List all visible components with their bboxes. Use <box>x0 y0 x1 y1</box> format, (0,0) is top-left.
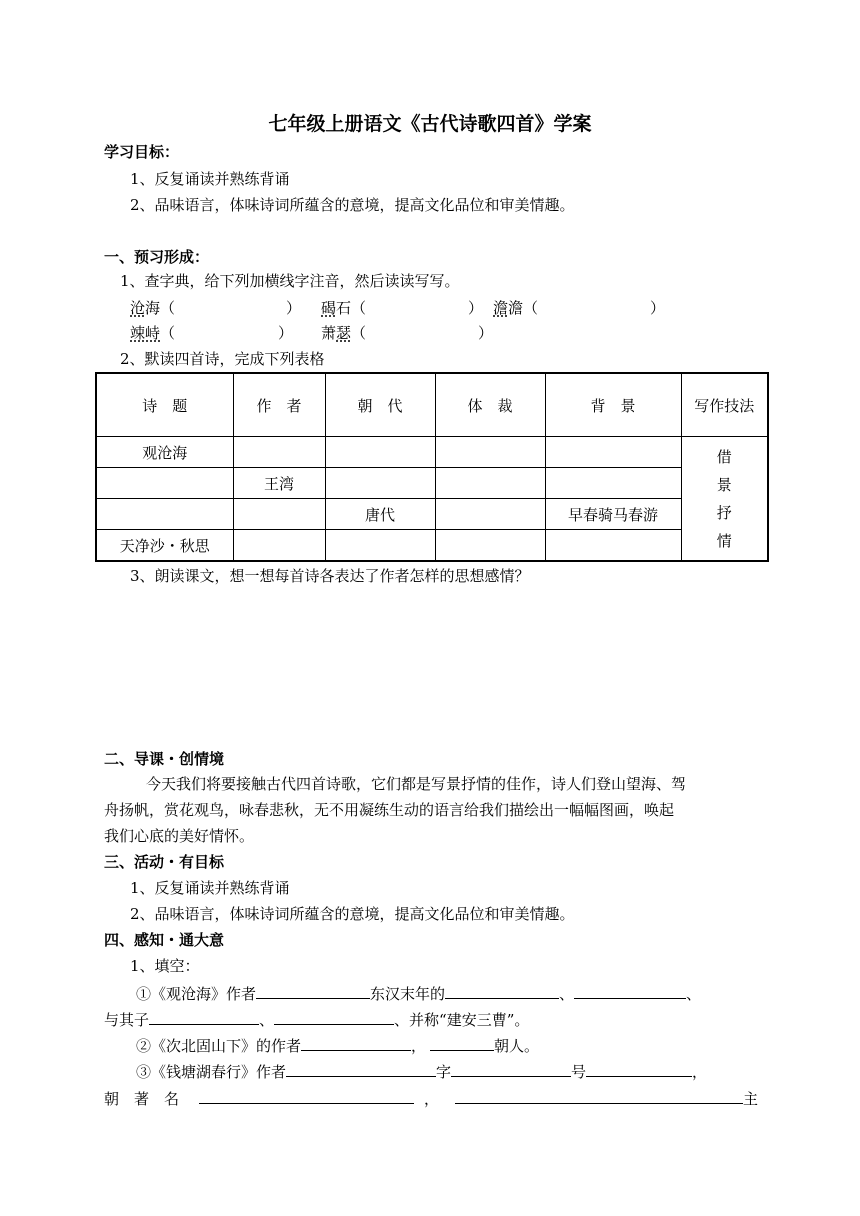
table-cell[interactable] <box>545 468 681 499</box>
fill-in-line <box>104 1087 758 1110</box>
fill-text: 主 <box>743 1090 759 1108</box>
table-header: 写作技法 <box>681 373 768 437</box>
underlined-char: 碣 <box>321 299 337 317</box>
fill-text: ①《观沧海》作者 <box>136 985 257 1003</box>
pinyin-word <box>493 297 538 319</box>
technique-char: 景 <box>716 475 732 494</box>
blank-field[interactable] <box>574 982 686 999</box>
fill-text: 与其子 <box>104 1011 150 1029</box>
section3-heading: 三、活动・有目标 <box>104 853 225 871</box>
word-pre: 萧 <box>321 324 337 342</box>
section4-heading: 四、感知・通大意 <box>104 931 225 949</box>
blank-field[interactable] <box>445 982 559 999</box>
technique-cell <box>681 437 768 562</box>
table-header: 背 景 <box>545 373 681 437</box>
table-cell[interactable]: 天净沙・秋思 <box>96 530 233 562</box>
fill-in-label: 1、填空： <box>130 957 200 975</box>
table-cell[interactable] <box>545 530 681 562</box>
table-cell[interactable] <box>435 468 545 499</box>
blank-field[interactable] <box>455 1087 743 1104</box>
pinyin-word <box>130 297 175 319</box>
section1-heading: 一、预习形成： <box>104 248 210 266</box>
section1-question-3: 3、朗读课文，想一想每首诗各表达了作者怎样的思想感情？ <box>130 567 530 585</box>
pinyin-close: ） <box>278 324 294 342</box>
section2-heading: 二、导课・创情境 <box>104 750 225 768</box>
blank-field[interactable] <box>149 1008 259 1025</box>
blank-field[interactable] <box>199 1087 414 1104</box>
blank-field[interactable] <box>301 1034 411 1051</box>
fill-text: 字 <box>436 1063 452 1081</box>
fill-in-line <box>136 1060 707 1083</box>
blank-field[interactable] <box>286 1060 436 1077</box>
fill-text: 朝 著 名 <box>104 1090 180 1108</box>
table-cell[interactable] <box>435 530 545 562</box>
word-rest: 石（ <box>336 299 367 317</box>
pinyin-close: ） <box>478 324 494 342</box>
technique-char: 借 <box>716 447 732 466</box>
table-cell[interactable] <box>435 499 545 530</box>
fill-in-line <box>136 1034 539 1057</box>
goal-item: 2、品味语言，体味诗词所蕴含的意境，提高文化品位和审美情趣。 <box>130 196 575 214</box>
fill-in-line <box>136 982 701 1005</box>
table-row <box>96 437 768 468</box>
fill-text: 、 <box>259 1011 275 1029</box>
technique-char: 情 <box>716 531 732 550</box>
word-rest: 海（ <box>145 299 176 317</box>
goal-item: 1、反复诵读并熟练背诵 <box>130 170 290 188</box>
table-cell[interactable] <box>233 499 325 530</box>
page-title: 七年级上册语文《古代诗歌四首》学案 <box>268 113 592 135</box>
underlined-char: 竦峙 <box>130 324 161 342</box>
goal-item: 2、品味语言，体味诗词所蕴含的意境，提高文化品位和审美情趣。 <box>130 905 575 923</box>
underlined-char: 沧 <box>130 299 146 317</box>
fill-text: 朝人。 <box>494 1037 540 1055</box>
fill-in-line <box>104 1008 529 1031</box>
blank-field[interactable] <box>451 1060 571 1077</box>
goal-item: 1、反复诵读并熟练背诵 <box>130 879 290 897</box>
table-header: 作 者 <box>233 373 325 437</box>
table-cell[interactable]: 早春骑马春游 <box>545 499 681 530</box>
technique-char: 抒 <box>716 503 732 522</box>
pinyin-close: ） <box>650 299 666 317</box>
table-header: 朝 代 <box>325 373 435 437</box>
fill-text: 、 <box>559 985 575 1003</box>
table-cell[interactable] <box>325 437 435 468</box>
paragraph-line: 我们心底的美好情怀。 <box>104 827 255 845</box>
table-header-row <box>96 373 768 437</box>
word-rest: 澹（ <box>508 299 539 317</box>
table-cell[interactable] <box>545 437 681 468</box>
word-rest: （ <box>160 324 176 342</box>
blank-field[interactable] <box>274 1008 394 1025</box>
table-cell[interactable] <box>435 437 545 468</box>
goals-heading: 学习目标： <box>104 143 180 161</box>
paragraph-line: 舟扬帆，赏花观鸟，咏春悲秋，无不用凝练生动的语言给我们描绘出一幅幅图画，唤起 <box>104 801 675 819</box>
fill-text: ②《次北固山下》的作者 <box>136 1037 302 1055</box>
table-cell[interactable]: 唐代 <box>325 499 435 530</box>
fill-text: 东汉末年的 <box>370 985 446 1003</box>
table-row <box>96 468 768 499</box>
table-cell[interactable] <box>325 468 435 499</box>
underlined-char: 澹 <box>493 299 509 317</box>
table-cell[interactable] <box>96 499 233 530</box>
table-cell[interactable] <box>325 530 435 562</box>
pinyin-word <box>130 322 175 344</box>
table-cell[interactable]: 观沧海 <box>96 437 233 468</box>
paragraph-line: 今天我们将要接触古代四首诗歌，它们都是写景抒情的佳作，诗人们登山望海、驾 <box>146 775 687 793</box>
table-cell[interactable]: 王湾 <box>233 468 325 499</box>
fill-text: 号 <box>571 1063 587 1081</box>
table-cell[interactable] <box>96 468 233 499</box>
fill-text: ， <box>424 1090 440 1108</box>
table-row <box>96 530 768 562</box>
table-cell[interactable] <box>233 530 325 562</box>
fill-text: ， <box>411 1037 427 1055</box>
blank-field[interactable] <box>256 982 370 999</box>
fill-text: 、并称“建安三曹”。 <box>394 1011 530 1029</box>
pinyin-word <box>321 297 366 319</box>
table-row <box>96 499 768 530</box>
fill-text: 、 <box>686 985 702 1003</box>
section1-question-2: 2、默读四首诗，完成下列表格 <box>120 350 325 368</box>
blank-field[interactable] <box>586 1060 692 1077</box>
table-header: 诗 题 <box>96 373 233 437</box>
underlined-char: 瑟 <box>336 324 352 342</box>
table-cell[interactable] <box>233 437 325 468</box>
poem-table <box>95 372 769 562</box>
pinyin-word <box>321 322 366 344</box>
word-rest: （ <box>351 324 367 342</box>
section1-question-1: 1、查字典，给下列加横线字注音，然后读读写写。 <box>120 272 460 290</box>
table-header: 体 裁 <box>435 373 545 437</box>
fill-text: ③《钱塘湖春行》作者 <box>136 1063 287 1081</box>
blank-field[interactable] <box>430 1034 494 1051</box>
pinyin-close: ） <box>468 299 484 317</box>
fill-text: ， <box>692 1063 708 1081</box>
pinyin-close: ） <box>286 299 302 317</box>
